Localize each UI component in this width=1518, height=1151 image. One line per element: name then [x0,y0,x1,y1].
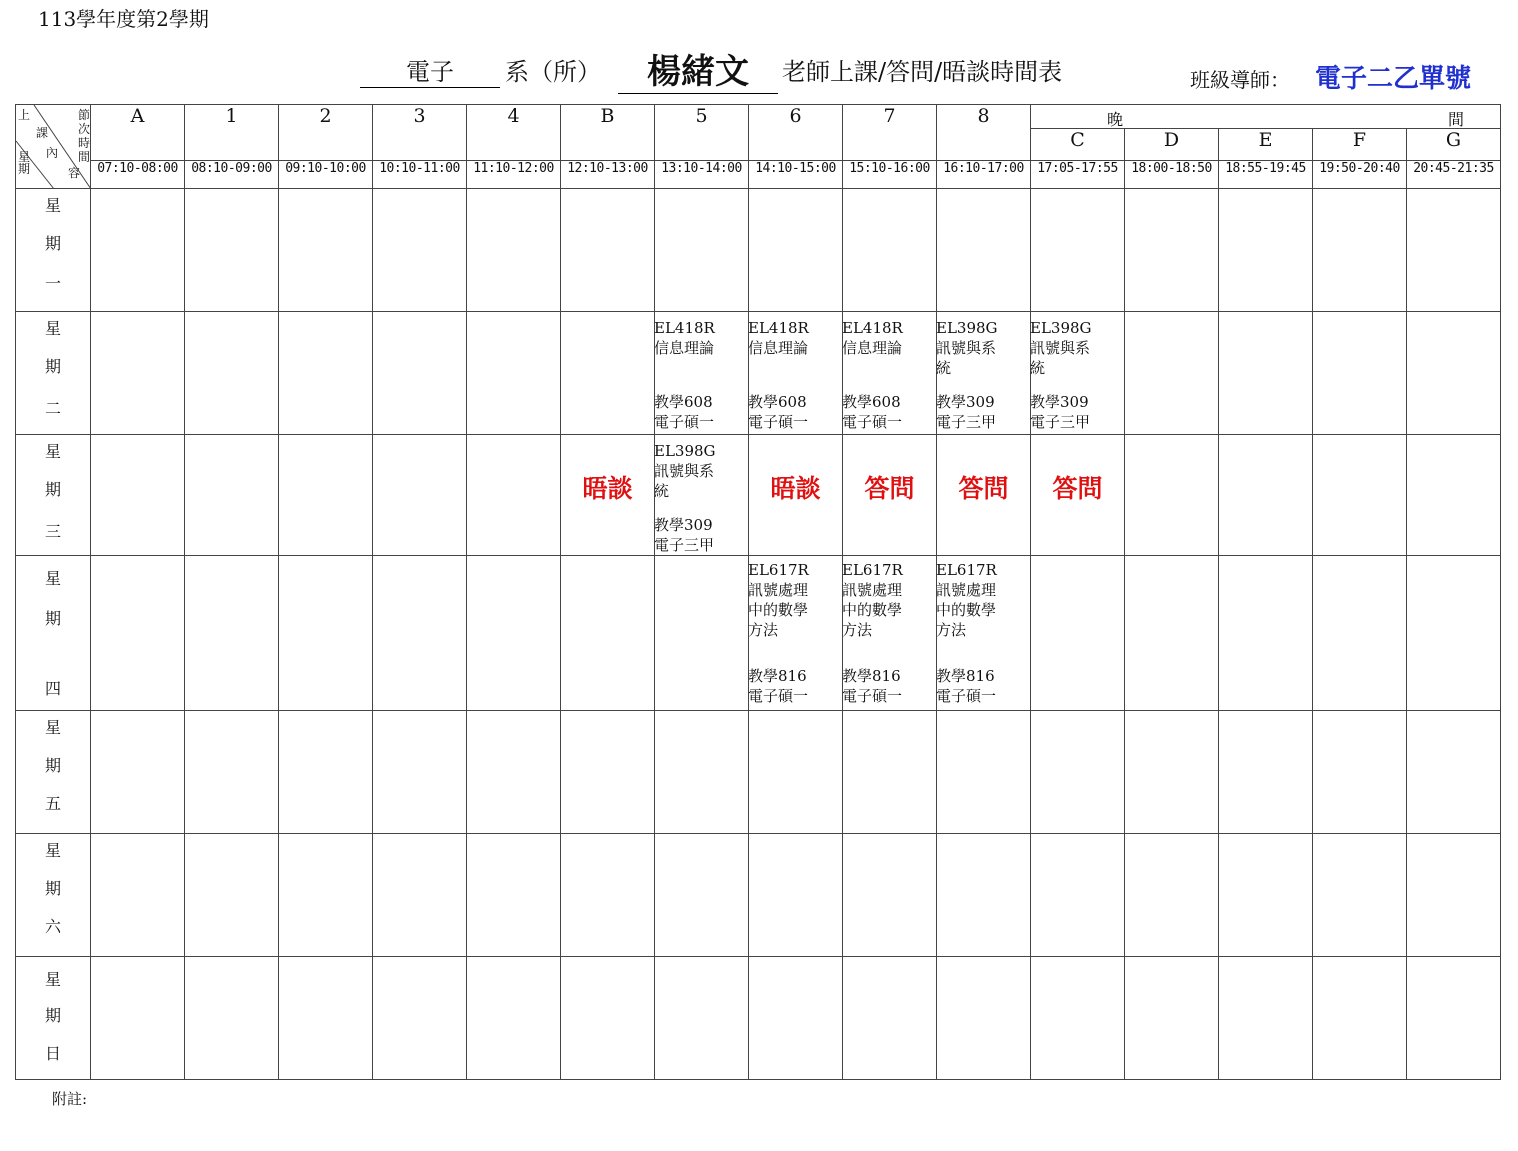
day-char: 五 [44,794,61,813]
slot-cell[interactable] [467,189,561,312]
slot-cell[interactable] [91,711,185,834]
slot-cell[interactable] [467,957,561,1080]
qa-mark: 答問 [1052,474,1103,503]
course-name-cont: 方法 [748,621,779,639]
course-class: 電子碩一 [748,687,809,705]
slot-cell[interactable] [91,556,185,711]
day-char: 期 [44,756,61,775]
time-header: 14:10-15:00 [749,161,843,189]
slot-cell[interactable] [749,957,843,1080]
corner-l1: 課 [36,126,49,140]
slot-cell[interactable] [279,957,373,1080]
course-cell[interactable] [937,556,1031,711]
time-header: 20:45-21:35 [1407,161,1501,189]
mentor-label: 班級導師： [1190,68,1290,92]
slot-cell[interactable] [1313,312,1407,435]
slot-cell[interactable] [279,711,373,834]
time-header: 18:00-18:50 [1125,161,1219,189]
time-header: 19:50-20:40 [1313,161,1407,189]
slot-cell[interactable] [561,189,655,312]
slot-cell[interactable] [467,435,561,556]
course-class: 電子碩一 [654,413,715,431]
course-name: 信息理論 [748,339,809,357]
course-room: 教學608 [654,393,713,411]
time-header: 10:10-11:00 [373,161,467,189]
slot-cell[interactable] [561,435,655,556]
slot-cell[interactable] [843,834,937,957]
course-class: 電子碩一 [748,413,809,431]
course-name: 訊號與系 [936,339,997,357]
slot-cell[interactable] [1219,834,1313,957]
day-char: 日 [44,1044,61,1063]
corner-r2: 次 [78,122,91,136]
course-name-cont: 統 [654,482,670,500]
day-char: 星 [44,196,61,215]
slot-cell[interactable] [1313,711,1407,834]
period-header: 8 [937,105,1031,161]
period-header: 2 [279,105,373,161]
course-cell[interactable] [749,312,843,435]
slot-cell[interactable] [1125,556,1219,711]
slot-cell[interactable] [1031,435,1125,556]
slot-cell[interactable] [1125,957,1219,1080]
corner-r3: 時 [78,136,91,150]
time-header: 12:10-13:00 [561,161,655,189]
slot-cell[interactable] [937,711,1031,834]
slot-cell[interactable] [467,312,561,435]
interview-mark: 晤談 [770,474,821,503]
slot-cell[interactable] [373,711,467,834]
slot-cell[interactable] [279,556,373,711]
course-name-cont: 方法 [936,621,967,639]
slot-cell[interactable] [185,312,279,435]
slot-cell[interactable] [185,435,279,556]
course-code: EL398G [1030,319,1092,337]
slot-cell[interactable] [1125,834,1219,957]
mentor-class: 電子二乙單號 [1315,64,1472,94]
slot-cell[interactable] [1219,189,1313,312]
slot-cell[interactable] [373,189,467,312]
slot-cell[interactable] [655,556,749,711]
day-char: 一 [44,274,61,293]
day-char: 四 [44,679,61,698]
timetable [15,104,1501,1080]
course-room: 教學816 [748,667,807,685]
slot-cell[interactable] [373,435,467,556]
day-label-sun [16,957,91,1080]
corner-l2: 內 [46,146,59,160]
period-header: G [1407,129,1501,161]
day-label-thu [16,556,91,711]
slot-cell[interactable] [937,435,1031,556]
day-char: 星 [44,970,61,989]
course-class: 電子三甲 [654,536,715,554]
course-room: 教學608 [842,393,901,411]
course-code: EL418R [842,319,903,337]
course-code: EL617R [936,561,997,579]
course-room: 教學816 [936,667,995,685]
slot-cell[interactable] [1031,834,1125,957]
course-class: 電子三甲 [1030,413,1091,431]
slot-cell[interactable] [91,312,185,435]
day-char: 期 [44,234,61,253]
day-char: 星 [44,319,61,338]
course-name-cont: 中的數學 [748,601,809,619]
course-code: EL418R [748,319,809,337]
course-class: 電子三甲 [936,413,997,431]
day-char: 期 [44,609,61,628]
course-cell[interactable] [655,435,749,556]
slot-cell[interactable] [185,189,279,312]
day-char: 六 [44,917,61,936]
slot-cell[interactable] [655,189,749,312]
period-header: 6 [749,105,843,161]
course-room: 教學309 [1030,393,1089,411]
slot-cell[interactable] [749,711,843,834]
slot-cell[interactable] [561,834,655,957]
day-char: 星 [44,718,61,737]
slot-cell[interactable] [185,957,279,1080]
time-header: 15:10-16:00 [843,161,937,189]
slot-cell[interactable] [1407,435,1501,556]
slot-cell[interactable] [1313,957,1407,1080]
teacher-name: 楊緒文 [618,44,778,94]
title-suffix: 老師上課/答問/晤談時間表 [782,58,1063,86]
course-cell[interactable] [1031,312,1125,435]
day-label-mon [16,189,91,312]
period-header: E [1219,129,1313,161]
course-class: 電子碩一 [842,687,903,705]
slot-cell[interactable] [373,957,467,1080]
course-name: 訊號與系 [654,462,715,480]
slot-cell[interactable] [655,957,749,1080]
slot-cell[interactable] [1031,711,1125,834]
day-char: 星 [44,841,61,860]
course-name-cont: 統 [1030,359,1046,377]
semester-label: 113學年度第2學期 [38,7,209,31]
day-char: 星 [44,569,61,588]
course-cell[interactable] [749,556,843,711]
qa-mark: 答問 [864,474,915,503]
course-name-cont: 統 [936,359,952,377]
period-header: C [1031,129,1125,161]
slot-cell[interactable] [467,711,561,834]
qa-mark: 答問 [958,474,1009,503]
slot-cell[interactable] [1031,957,1125,1080]
evening-right: 間 [1447,110,1464,129]
corner-day: 星期 [18,150,31,176]
period-header: 1 [185,105,279,161]
time-header: 13:10-14:00 [655,161,749,189]
course-name-cont: 中的數學 [842,601,903,619]
slot-cell[interactable] [279,834,373,957]
course-cell[interactable] [843,556,937,711]
slot-cell[interactable] [373,834,467,957]
day-label-sat [16,834,91,957]
slot-cell[interactable] [1125,435,1219,556]
day-char: 期 [44,357,61,376]
slot-cell[interactable] [937,957,1031,1080]
footnote-label: 附註: [52,1090,88,1108]
time-header: 18:55-19:45 [1219,161,1313,189]
day-char: 星 [44,442,61,461]
slot-cell[interactable] [185,556,279,711]
slot-cell[interactable] [1219,957,1313,1080]
slot-cell[interactable] [1219,711,1313,834]
slot-cell[interactable] [1125,189,1219,312]
period-header: D [1125,129,1219,161]
slot-cell[interactable] [561,957,655,1080]
slot-cell[interactable] [749,189,843,312]
slot-cell[interactable] [279,435,373,556]
course-cell[interactable] [655,312,749,435]
time-header: 17:05-17:55 [1031,161,1125,189]
department-name: 電子 [360,52,500,88]
slot-cell[interactable] [467,834,561,957]
slot-cell[interactable] [91,189,185,312]
course-name: 訊號處理 [842,581,903,599]
day-char: 期 [44,480,61,499]
course-name: 信息理論 [654,339,715,357]
slot-cell[interactable] [185,711,279,834]
slot-cell[interactable] [1407,556,1501,711]
time-header: 08:10-09:00 [185,161,279,189]
slot-cell[interactable] [373,312,467,435]
slot-cell[interactable] [1219,556,1313,711]
slot-cell[interactable] [655,834,749,957]
page-title [360,48,1510,92]
period-header: A [91,105,185,161]
slot-cell[interactable] [1407,711,1501,834]
slot-cell[interactable] [937,189,1031,312]
slot-cell[interactable] [937,834,1031,957]
course-name: 訊號與系 [1030,339,1091,357]
time-header: 07:10-08:00 [91,161,185,189]
course-name-cont: 中的數學 [936,601,997,619]
slot-cell[interactable] [561,312,655,435]
course-room: 教學309 [936,393,995,411]
slot-cell[interactable] [279,189,373,312]
period-header: 7 [843,105,937,161]
period-header: 3 [373,105,467,161]
slot-cell[interactable] [843,189,937,312]
course-class: 電子碩一 [936,687,997,705]
time-header: 09:10-10:00 [279,161,373,189]
period-header: B [561,105,655,161]
course-code: EL617R [842,561,903,579]
slot-cell[interactable] [279,312,373,435]
evening-left: 晚 [1107,110,1124,129]
slot-cell[interactable] [467,556,561,711]
slot-cell[interactable] [1031,556,1125,711]
course-room: 教學816 [842,667,901,685]
corner-header [16,105,91,189]
slot-cell[interactable] [1313,834,1407,957]
course-room: 教學309 [654,516,713,534]
slot-cell[interactable] [1219,312,1313,435]
slot-cell[interactable] [1407,834,1501,957]
slot-cell[interactable] [1407,312,1501,435]
course-room: 教學608 [748,393,807,411]
course-name-cont: 方法 [842,621,873,639]
slot-cell[interactable] [185,834,279,957]
corner-l3: 容 [68,166,81,180]
course-code: EL418R [654,319,715,337]
slot-cell[interactable] [655,711,749,834]
course-cell[interactable] [843,312,937,435]
slot-cell[interactable] [1313,189,1407,312]
slot-cell[interactable] [843,435,937,556]
slot-cell[interactable] [1407,189,1501,312]
slot-cell[interactable] [843,957,937,1080]
period-header: 5 [655,105,749,161]
slot-cell[interactable] [373,556,467,711]
day-label-tue [16,312,91,435]
slot-cell[interactable] [1313,556,1407,711]
course-code: EL398G [654,442,716,460]
slot-cell[interactable] [749,435,843,556]
slot-cell[interactable] [561,556,655,711]
course-code: EL617R [748,561,809,579]
slot-cell[interactable] [1407,957,1501,1080]
course-name: 信息理論 [842,339,903,357]
course-name: 訊號處理 [936,581,997,599]
course-name: 訊號處理 [748,581,809,599]
slot-cell[interactable] [1125,711,1219,834]
day-char: 二 [44,399,61,418]
day-label-wed [16,435,91,556]
period-header: 4 [467,105,561,161]
slot-cell[interactable] [91,957,185,1080]
day-label-fri [16,711,91,834]
day-char: 期 [44,879,61,898]
slot-cell[interactable] [1031,189,1125,312]
day-char: 期 [44,1006,61,1025]
slot-cell[interactable] [1125,312,1219,435]
slot-cell[interactable] [843,711,937,834]
slot-cell[interactable] [1219,435,1313,556]
slot-cell[interactable] [749,834,843,957]
slot-cell[interactable] [561,711,655,834]
corner-r1: 節 [78,108,91,122]
period-header: F [1313,129,1407,161]
corner-r4: 間 [78,150,91,164]
course-cell[interactable] [937,312,1031,435]
corner-top: 上 [18,108,31,122]
course-class: 電子碩一 [842,413,903,431]
department-suffix: 系（所） [505,58,601,86]
slot-cell[interactable] [91,435,185,556]
evening-header [1031,105,1501,129]
interview-mark: 晤談 [582,474,633,503]
course-code: EL398G [936,319,998,337]
day-char: 三 [44,522,61,541]
time-header: 16:10-17:00 [937,161,1031,189]
time-header: 11:10-12:00 [467,161,561,189]
slot-cell[interactable] [91,834,185,957]
slot-cell[interactable] [1313,435,1407,556]
